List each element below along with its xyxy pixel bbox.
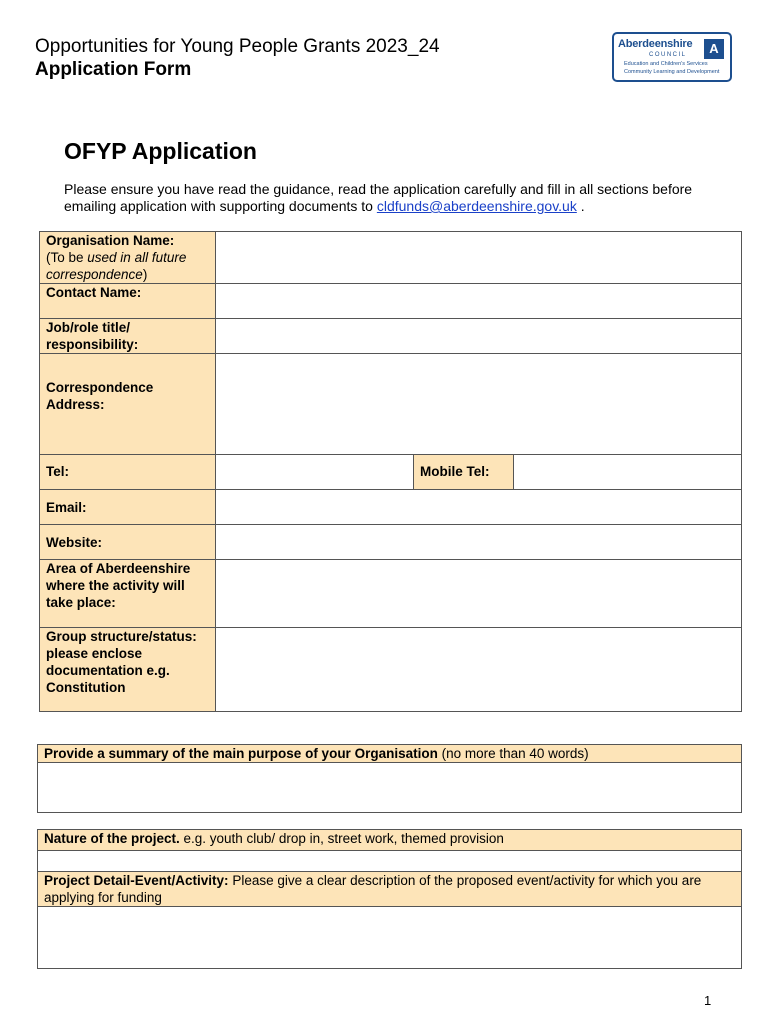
email-link[interactable]: cldfunds@aberdeenshire.gov.uk — [376, 198, 577, 214]
website-label: Website: — [40, 525, 216, 560]
job-title-field[interactable] — [216, 319, 742, 354]
intro-text-end: . — [576, 198, 585, 214]
logo-council: COUNCIL — [649, 52, 687, 58]
detail-label: Project Detail-Event/Activity: Please give a clear description of the proposed event/activity for which you are applying for funding — [38, 872, 742, 907]
job-title-label: Job/role title/ responsibility: — [40, 319, 216, 354]
org-name-field[interactable] — [216, 232, 742, 284]
website-field[interactable] — [216, 525, 742, 560]
detail-field[interactable] — [38, 907, 742, 969]
address-field[interactable] — [216, 354, 742, 455]
form-title: OFYP Application — [64, 138, 257, 164]
email-field[interactable] — [216, 490, 742, 525]
summary-field[interactable] — [38, 763, 742, 813]
logo-name: Aberdeenshire — [618, 38, 693, 50]
project-table — [37, 829, 742, 969]
logo-line1: Education and Children's Services — [624, 61, 708, 67]
area-field[interactable] — [216, 560, 742, 628]
contact-name-field[interactable] — [216, 284, 742, 319]
org-name-label: Organisation Name: (To be used in all future correspondence) — [40, 232, 216, 284]
tel-label: Tel: — [40, 455, 216, 490]
document-title: Opportunities for Young People Grants 2023_24 — [35, 36, 440, 57]
intro-text: Please ensure you have read the guidance, read the application carefully and fill in all sections before emailing application with supporting documents to — [64, 181, 693, 214]
summary-table — [37, 744, 742, 813]
group-structure-field[interactable] — [216, 628, 742, 712]
logo-mark-icon: A — [704, 39, 724, 59]
intro-paragraph — [64, 181, 734, 215]
tel-field[interactable] — [216, 455, 414, 490]
mobile-tel-field[interactable] — [514, 455, 742, 490]
council-logo — [612, 32, 732, 82]
document-subtitle: Application Form — [35, 59, 192, 80]
mobile-tel-label: Mobile Tel: — [414, 455, 514, 490]
logo-line2: Community Learning and Development — [624, 69, 720, 75]
area-label: Area of Aberdeenshire where the activity will take place: — [40, 560, 216, 628]
contact-details-table — [39, 231, 742, 712]
email-label: Email: — [40, 490, 216, 525]
page-number: 1 — [704, 993, 712, 1008]
nature-label: Nature of the project. e.g. youth club/ drop in, street work, themed provision — [38, 830, 742, 851]
group-structure-label: Group structure/status: please enclose documentation e.g. Constitution — [40, 628, 216, 712]
contact-name-label: Contact Name: — [40, 284, 216, 319]
nature-field[interactable] — [38, 851, 742, 872]
summary-label: Provide a summary of the main purpose of your Organisation (no more than 40 words) — [38, 745, 742, 763]
address-label: Correspondence Address: — [40, 354, 216, 455]
